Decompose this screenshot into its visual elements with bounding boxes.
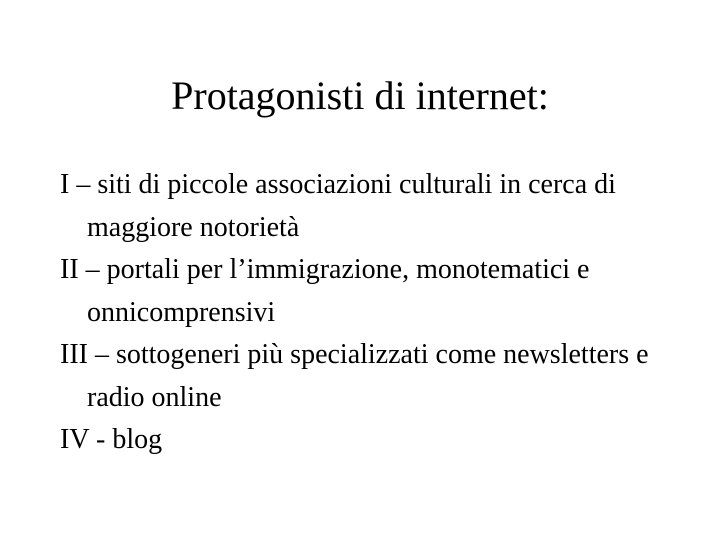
list-item: II – portali per l’immigrazione, monotematici e onnicomprensivi (60, 254, 590, 328)
slide-body-list (60, 164, 680, 462)
slide-title: Protagonisti di internet: (171, 73, 549, 118)
list-item: IV - blog (60, 424, 163, 455)
list-item: I – siti di piccole associazioni culturali in cerca di maggiore notorietà (60, 169, 616, 243)
list-item: III – sottogeneri più specializzati come newsletters e radio online (60, 339, 649, 413)
